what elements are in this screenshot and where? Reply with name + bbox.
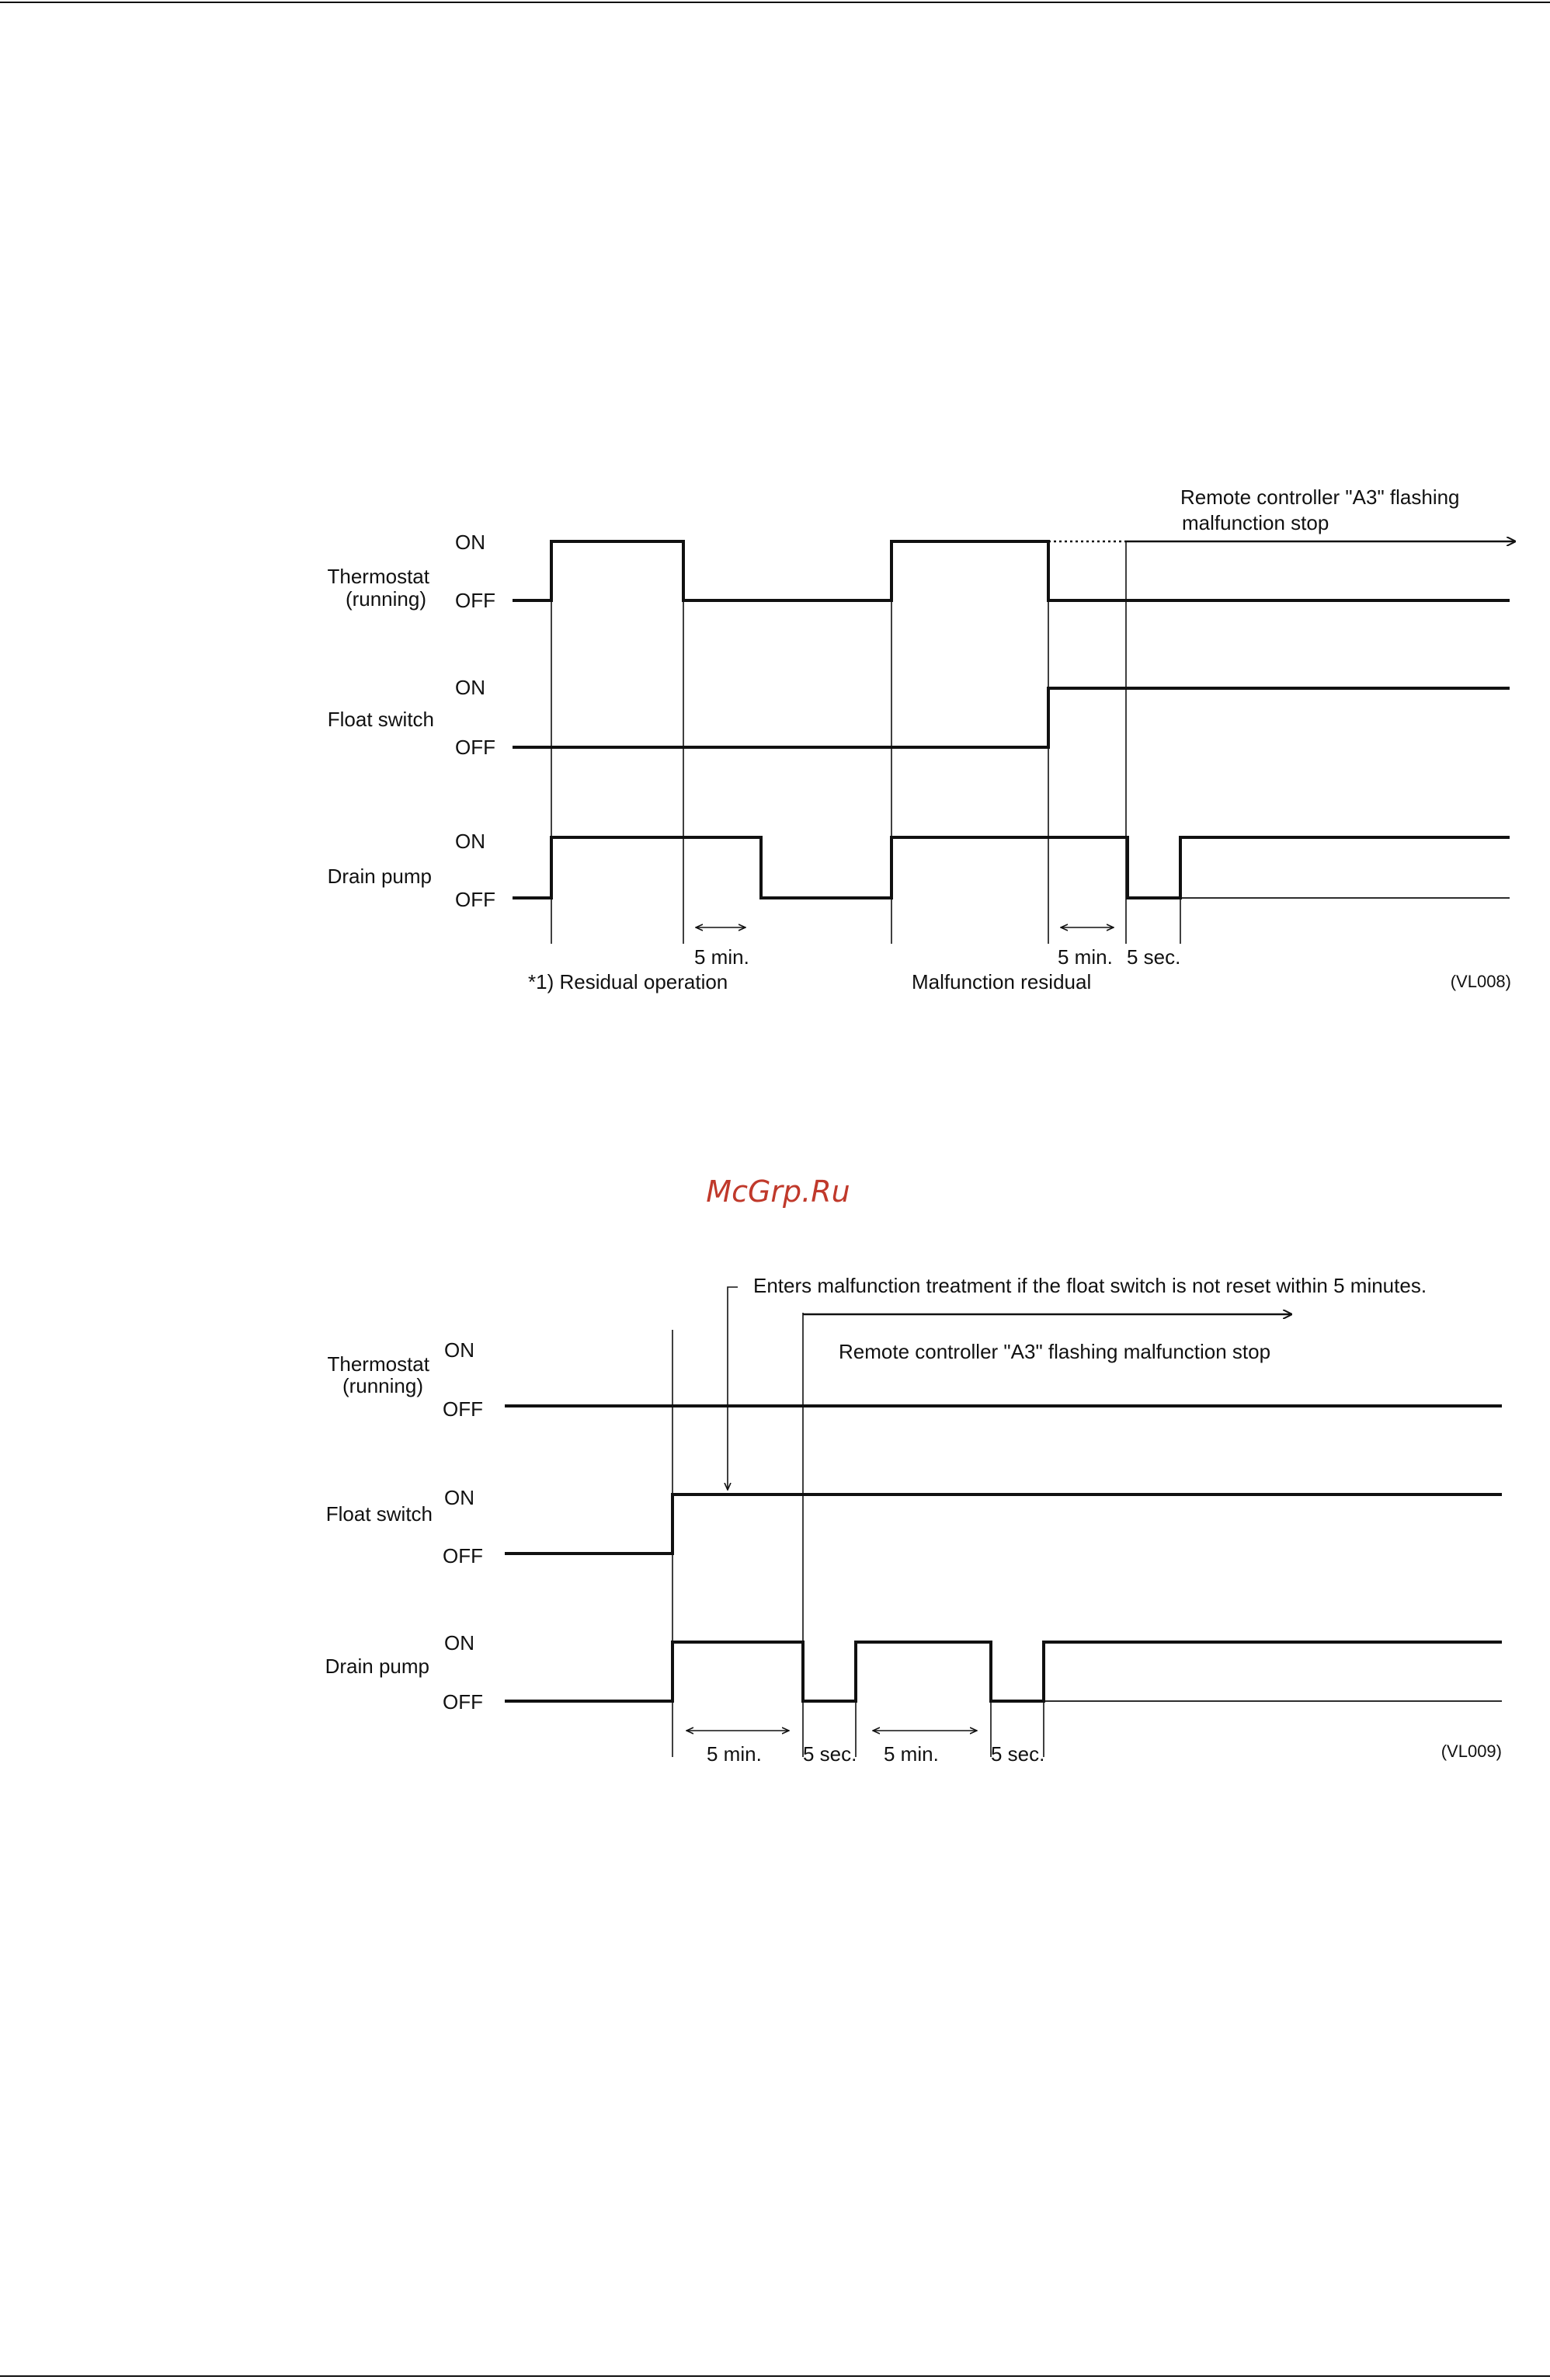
label-5min: 5 min.: [1058, 945, 1113, 969]
note-residual-operation: *1) Residual operation: [528, 970, 728, 993]
label-5sec: 5 sec.: [803, 1742, 857, 1766]
annotation-line2: malfunction stop: [1182, 511, 1329, 534]
annotation-text: Remote controller "A3" flashing malfunction stop: [839, 1340, 1271, 1363]
thermostat-on-label: ON: [455, 531, 485, 554]
drain-off-label: OFF: [455, 888, 495, 911]
diagram-code: (VL008): [1450, 972, 1511, 991]
thermostat-sub-label: (running): [345, 587, 426, 611]
thermostat-label: Thermostat: [327, 1352, 429, 1376]
float-on-label: ON: [455, 676, 485, 699]
reset-pointer-arrow: [728, 1287, 738, 1490]
drain-off-label: OFF: [443, 1690, 483, 1714]
float-off-label: OFF: [455, 736, 495, 759]
drain-pump-label: Drain pump: [325, 1655, 429, 1678]
thermostat-sub-label: (running): [342, 1374, 423, 1397]
label-5sec: 5 sec.: [1127, 945, 1181, 969]
thermostat-off-label: OFF: [443, 1397, 483, 1421]
label-5min: 5 min.: [694, 945, 749, 969]
thermostat-label: Thermostat: [327, 565, 429, 588]
watermark: McGrp.Ru: [706, 1174, 850, 1209]
float-on-label: ON: [444, 1486, 474, 1509]
float-switch-waveform: [505, 1494, 1502, 1554]
diagram-code: (VL009): [1441, 1742, 1502, 1761]
label-5min: 5 min.: [884, 1742, 939, 1766]
thermostat-off-label: OFF: [455, 589, 495, 612]
drain-on-label: ON: [455, 830, 485, 853]
float-switch-waveform: [513, 688, 1510, 747]
note-enters-malfunction: Enters malfunction treatment if the float switch is not reset within 5 minutes.: [753, 1274, 1427, 1297]
float-switch-label: Float switch: [327, 708, 434, 731]
thermostat-on-label: ON: [444, 1338, 474, 1362]
label-5sec: 5 sec.: [991, 1742, 1045, 1766]
diagram-vl009: [325, 1274, 1502, 1766]
drain-pump-waveform: [505, 1642, 1502, 1701]
note-malfunction-residual: Malfunction residual: [912, 970, 1092, 993]
label-5min: 5 min.: [707, 1742, 762, 1766]
thermostat-waveform-a: [513, 541, 1510, 600]
float-switch-label: Float switch: [325, 1502, 433, 1526]
float-off-label: OFF: [443, 1544, 483, 1568]
drain-on-label: ON: [444, 1631, 474, 1655]
annotation-line1: Remote controller "A3" flashing: [1180, 485, 1460, 509]
diagram-vl008: [328, 485, 1515, 993]
drain-pump-waveform: [513, 837, 1510, 898]
drain-pump-label: Drain pump: [327, 865, 432, 888]
